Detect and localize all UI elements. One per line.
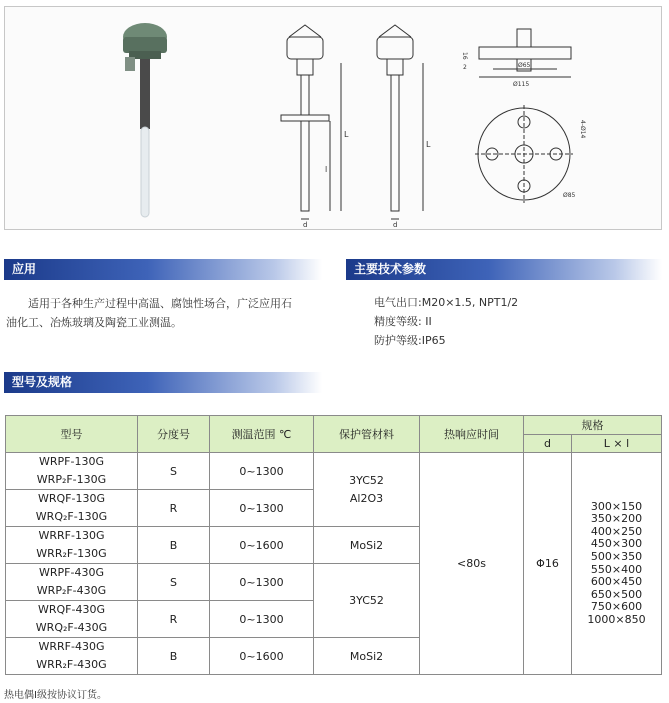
header-graduation: 分度号: [138, 416, 210, 453]
dim-label-d2: d: [393, 221, 398, 229]
model-secondary: WRQ₂F-130G: [35, 510, 108, 523]
header-d: d: [524, 435, 572, 453]
dim-label-holes: 4-Ø14: [579, 120, 586, 139]
length-value: 550×400: [590, 562, 643, 576]
range-cell: 0~1300: [210, 564, 314, 601]
material-value: 3YC52: [349, 473, 384, 487]
model-primary: WRPF-430G: [39, 566, 104, 579]
model-secondary: WRP₂F-130G: [36, 473, 107, 486]
model-primary: WRQF-130G: [38, 492, 105, 505]
length-value: 1000×850: [587, 612, 646, 626]
range-cell: 0~1600: [210, 527, 314, 564]
header-model: 型号: [6, 416, 138, 453]
length-value: 750×600: [590, 600, 643, 614]
graduation-cell: S: [138, 453, 210, 490]
tech-params-list: [374, 293, 518, 350]
material-cell: [314, 453, 420, 527]
model-secondary: WRR₂F-130G: [36, 547, 107, 560]
dim-label-L2: L: [426, 140, 431, 149]
length-value: 650×500: [590, 587, 643, 601]
model-secondary: WRR₂F-430G: [36, 658, 107, 671]
model-primary: WRQF-430G: [38, 603, 105, 616]
length-value: 300×150: [590, 499, 643, 513]
product-photo: [123, 23, 167, 217]
header-range: 测温范围 ℃: [210, 416, 314, 453]
models-heading: 型号及规格: [4, 372, 322, 393]
model-cell: [6, 453, 138, 490]
length-value: 400×250: [590, 524, 643, 538]
dim-label-L: L: [344, 130, 349, 139]
length-value: 500×350: [590, 549, 643, 563]
model-secondary: WRQ₂F-430G: [35, 621, 108, 634]
model-cell: [6, 601, 138, 638]
graduation-cell: B: [138, 638, 210, 675]
spec-table: [5, 415, 662, 675]
application-text-line2: 油化工、冶炼玻璃及陶瓷工业测温。: [6, 316, 182, 329]
application-heading: 应用: [4, 259, 322, 280]
drawing-flange-side: [479, 29, 571, 77]
range-cell: 0~1300: [210, 601, 314, 638]
dim-label-16: 16: [461, 52, 468, 60]
response-cell: <80s: [420, 453, 524, 675]
dim-label-l: l: [325, 165, 328, 174]
dim-label-phi115: Ø115: [513, 81, 530, 88]
table-row: [6, 453, 662, 490]
drawing-flange-top: [475, 105, 573, 203]
footnote: 热电偶I级按协议订货。: [4, 690, 107, 701]
product-drawings: [5, 7, 661, 229]
model-primary: WRPF-130G: [39, 455, 104, 468]
material-cell: MoSi2: [314, 527, 420, 564]
dim-label-2: 2: [463, 64, 467, 71]
header-material: 保护管材料: [314, 416, 420, 453]
material-cell: 3YC52: [314, 564, 420, 638]
d-cell: Φ16: [524, 453, 572, 675]
range-cell: 0~1600: [210, 638, 314, 675]
model-cell: [6, 638, 138, 675]
material-cell: MoSi2: [314, 638, 420, 675]
product-figure-panel: [4, 6, 662, 230]
model-primary: WRRF-430G: [38, 640, 105, 653]
drawing-side-view: [377, 25, 423, 219]
param-accuracy-class: 精度等级: II: [374, 315, 432, 328]
length-value: 350×200: [590, 512, 643, 526]
length-value: 450×300: [590, 537, 643, 551]
application-description: [6, 294, 326, 332]
model-primary: WRRF-130G: [38, 529, 105, 542]
model-cell: [6, 527, 138, 564]
range-cell: 0~1300: [210, 453, 314, 490]
range-cell: 0~1300: [210, 490, 314, 527]
header-response: 热响应时间: [420, 416, 524, 453]
graduation-cell: R: [138, 490, 210, 527]
dim-label-d: d: [303, 221, 308, 229]
header-spec: 规格: [524, 416, 662, 435]
application-text-line1: 适用于各种生产过程中高温、腐蚀性场合，广泛应用石: [28, 297, 292, 310]
model-secondary: WRP₂F-430G: [36, 584, 107, 597]
param-electrical-outlet: 电气出口:M20×1.5, NPT1/2: [374, 296, 519, 309]
tech-params-heading: 主要技术参数: [346, 259, 662, 280]
header-lx: L × l: [572, 435, 662, 453]
graduation-cell: S: [138, 564, 210, 601]
dim-label-phi65: Ø65: [518, 62, 531, 69]
model-cell: [6, 490, 138, 527]
param-protection-class: 防护等级:IP65: [374, 334, 446, 347]
length-value: 600×450: [590, 575, 643, 589]
model-cell: [6, 564, 138, 601]
graduation-cell: B: [138, 527, 210, 564]
lengths-cell: [572, 453, 662, 675]
drawing-front-view: [281, 25, 341, 219]
graduation-cell: R: [138, 601, 210, 638]
material-value: Al2O3: [349, 491, 384, 505]
dim-label-phi85: Ø85: [563, 192, 576, 199]
